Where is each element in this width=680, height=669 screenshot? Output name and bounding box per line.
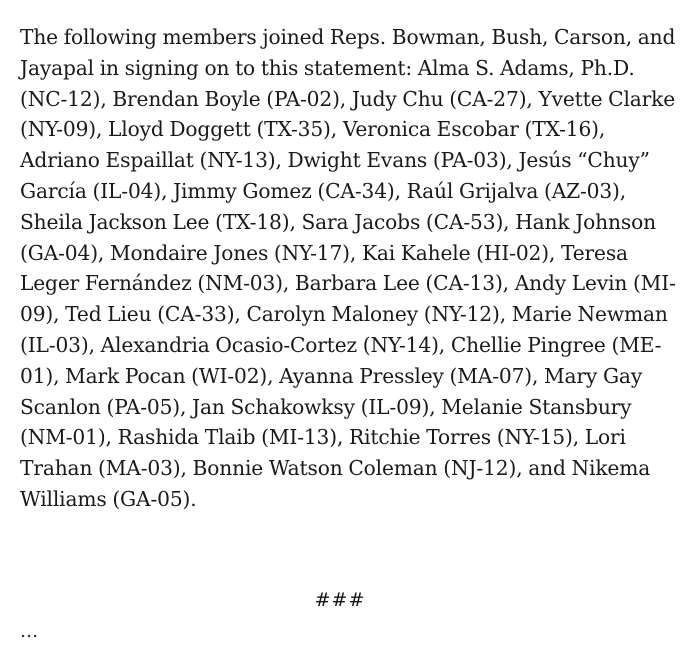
statement-container bbox=[20, 22, 680, 515]
end-of-release-mark: ### bbox=[314, 589, 366, 611]
signatories-paragraph: The following members joined Reps. Bowman, Bush, Carson, and Jayapal in signing on to this statement: Alma S. Adams, Ph.D. (NC-12), Brendan Boyle (PA-02), Judy Chu (CA-27), Yvette Clarke (NY-09), Lloyd Doggett (TX-35), Veronica Escobar (TX-16), Adriano Espaillat (NY-13), Dwight Evans (PA-03), Jesús “Chuy” García (IL-04), Jimmy Gomez (CA-34), Raúl Grijalva (AZ-03), Sheila Jackson Lee (TX-18), Sara Jacobs (CA-53), Hank Johnson (GA-04), Mondaire Jones (NY-17), Kai Kahele (HI-02), Teresa Leger Fernández (NM-03), Barbara Lee (CA-13), Andy Levin (MI- 09), Ted Lieu (CA-33), Carolyn Maloney (NY-12), Marie Newman (IL-03), Alexandria Ocasio-Cortez (NY-14), Chellie Pingree (ME- 01), Mark Pocan (WI-02), Ayanna Pressley (MA-07), Mary Gay Scanlon (PA-05), Jan Schakowksy (IL-09), Melanie Stansbury (NM-01), Rashida Tlaib (MI-13), Ritchie Torres (NY-15), Lori Trahan (MA-03), Bonnie Watson Coleman (NJ-12), and Nikema Williams (GA-05). bbox=[20, 25, 676, 511]
truncation-ellipsis: ... bbox=[20, 620, 39, 642]
